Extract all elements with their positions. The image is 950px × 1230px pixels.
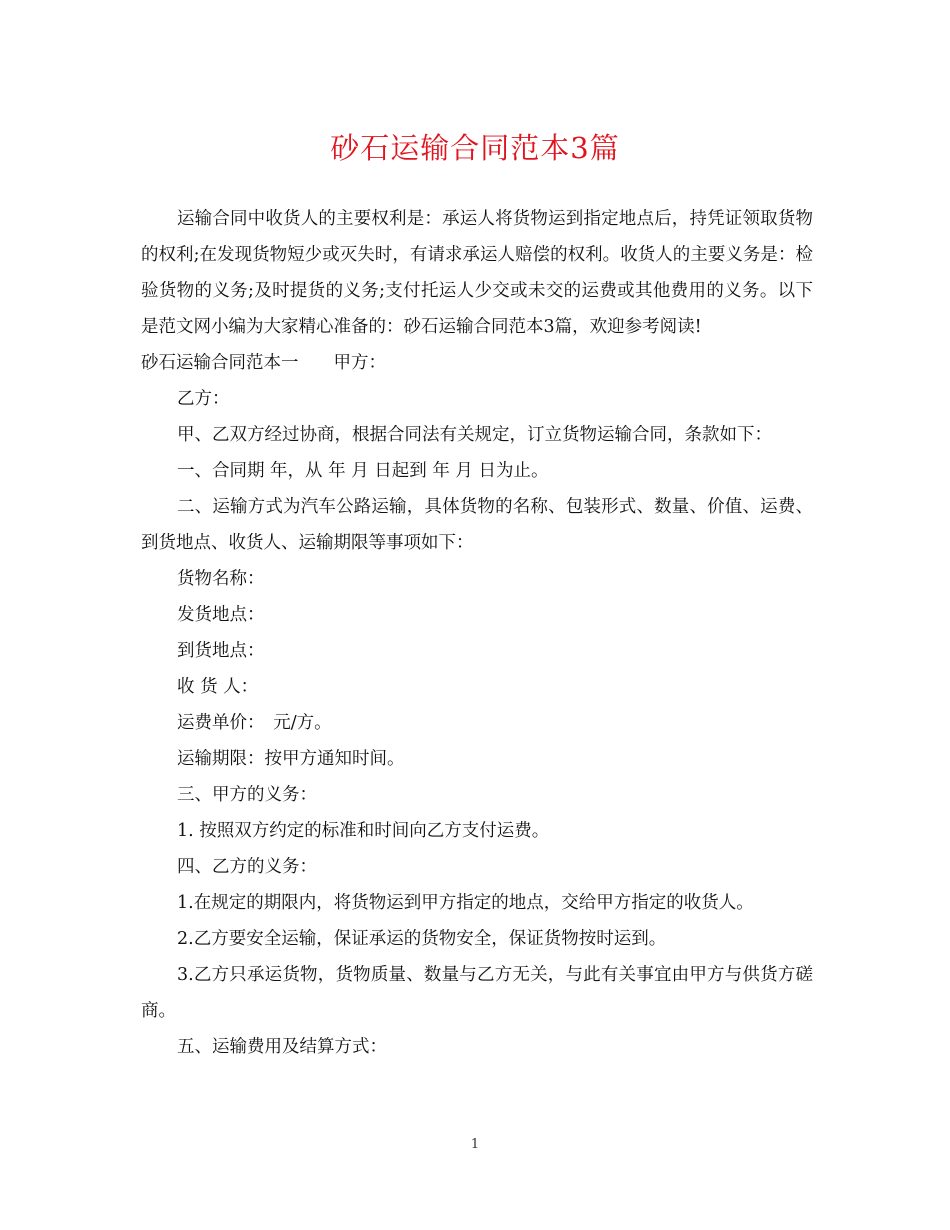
document-title: 砂石运输合同范本3篇 [330,131,620,165]
paragraph-transport-period: 运输期限：按甲方通知时间。 [177,749,405,769]
paragraph-party-b-duties: 四、乙方的义务： [177,857,317,877]
paragraph-party-b-duty-1: 1.在规定的期限内，将货物运到甲方指定的地点，交给甲方指定的收货人。 [177,893,754,913]
paragraph-origin: 发货地点： [177,605,265,625]
paragraph-intro: 运输合同中收货人的主要权利是：承运人将货物运到指定地点后，持凭证领取货物的权利;在发现货物短少或灭失时，有请求承运人赔偿的权利。收货人的主要义务是：检验货物的义务;及时提货的义务;支付托运人少交或未交的运费或其他费用的义务。以下是范文网小编为大家精心准备的：砂石运输合同范本3篇，欢迎参考阅读! [141,209,813,337]
paragraph-transport-method: 二、运输方式为汽车公路运输，具体货物的名称、包装形式、数量、价值、运费、到货地点、收货人、运输期限等事项如下： [141,497,813,553]
paragraph-party-b-duty-2: 2.乙方要安全运输，保证承运的货物安全，保证货物按时运到。 [177,929,667,949]
page-number: 1 [470,1137,480,1152]
paragraph-party-b: 乙方： [177,389,230,409]
paragraph-freight-rate: 运费单价： 元/方。 [177,713,332,733]
paragraph-party-a-duties: 三、甲方的义务： [177,785,317,805]
paragraph-party-a-duty-1: 1. 按照双方约定的标准和时间向乙方支付运费。 [177,821,550,841]
paragraph-fees-settlement: 五、运输费用及结算方式： [177,1037,387,1057]
paragraph-contract-heading: 砂石运输合同范本一 甲方： [141,353,386,373]
paragraph-goods-name: 货物名称： [177,569,265,589]
paragraph-party-b-duty-3: 3.乙方只承运货物，货物质量、数量与乙方无关，与此有关事宜由甲方与供货方磋商。 [141,965,813,1021]
document-body [141,201,813,1065]
paragraph-destination: 到货地点： [177,641,265,661]
paragraph-agreement: 甲、乙双方经过协商，根据合同法有关规定，订立货物运输合同，条款如下： [177,425,772,445]
paragraph-consignee: 收 货 人： [177,677,259,697]
paragraph-term: 一、合同期 年，从 年 月 日起到 年 月 日为止。 [177,461,549,481]
